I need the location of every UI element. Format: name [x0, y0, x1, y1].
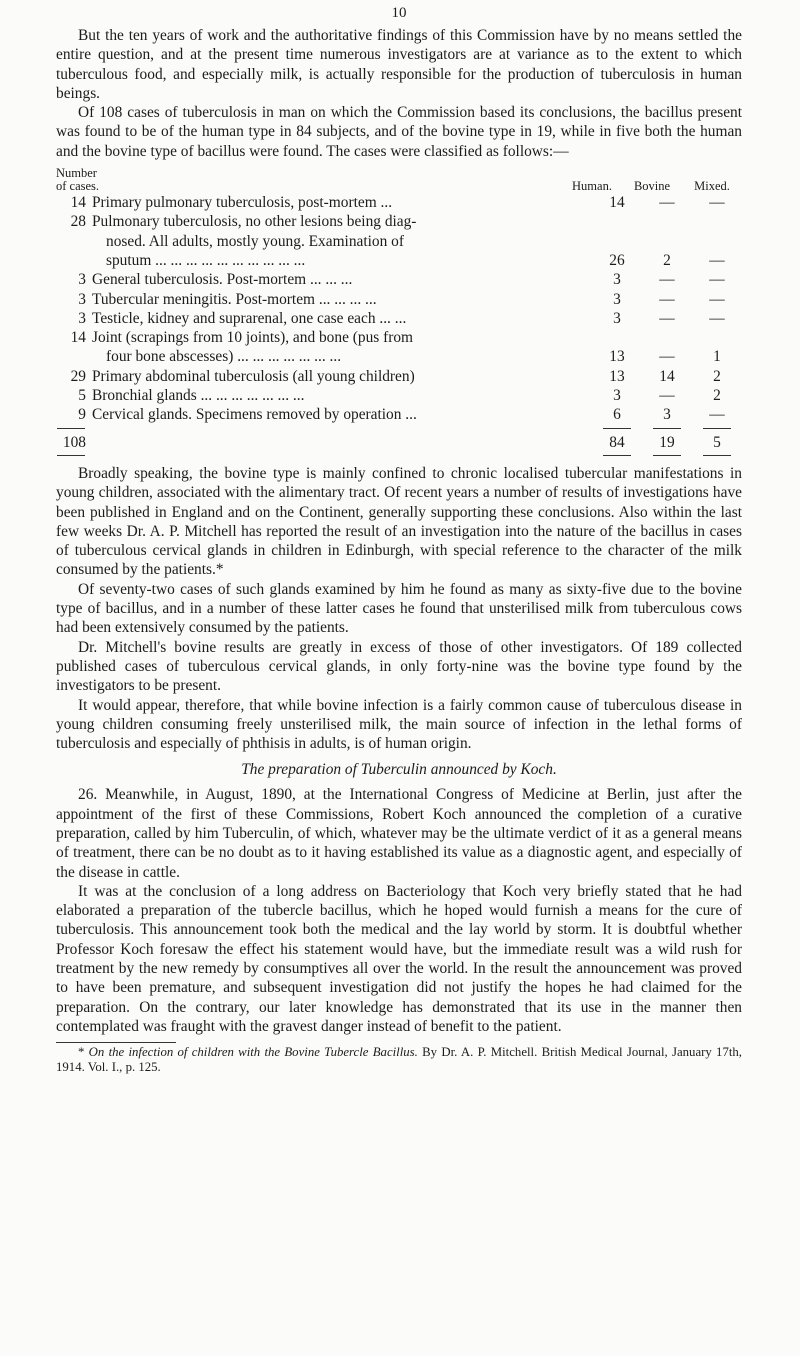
- paragraph-8: It was at the conclusion of a long address on Bacteriology that Koch very briefly stated that he had elaborated a preparation of the tubercle bacillus, which he hoped would furnish a means for the cure of tuberculosis. This announcement took both the medical and the lay world by storm. It is doubtful whether Professor Koch foresaw the effect his statement would have, but the immediate result was a wild rush for treatment by the new remedy by consumptives all over the world. In the result the announcement was proved to have been premature, and subsequent investigation did not justify the hopes he had claimed for the preparation. On the contrary, our later knowledge has demonstrated that its use in the manner then contemplated was fraught with the gravest danger instead of benefit to the patient.: [56, 882, 742, 1035]
- case-count: 14: [70, 194, 86, 212]
- paragraph-5: Dr. Mitchell's bovine results are greatly in excess of those of other investigators. Of 189 collected published cases of tuberculous cervical glands, in only forty-nine was the bovine type found by the investigators to be present.: [56, 638, 742, 695]
- bottom-rule: [56, 452, 742, 460]
- table-row: [56, 328, 742, 347]
- table-row: [56, 367, 742, 386]
- mixed-value: —: [709, 271, 725, 289]
- case-count: 3: [78, 309, 86, 327]
- bovine-header: Bovine: [633, 179, 671, 194]
- case-count: 14: [70, 329, 86, 347]
- table-row: [56, 290, 742, 309]
- footnote-citation: By Dr. A. P. Mitchell. British Medical Journal, January 17th, 1914. Vol. I., p. 125.: [56, 1045, 743, 1075]
- case-description: sputum ... ... ... ... ... ... ... ... ... ...: [106, 251, 306, 269]
- human-value: 3: [613, 271, 621, 289]
- bovine-value: —: [659, 348, 675, 366]
- human-value: 6: [613, 406, 621, 424]
- paragraph-2: Of 108 cases of tuberculosis in man on which the Commission based its conclusions, the bacillus present was found to be of the human type in 84 subjects, and of the bovine type in 19, while in five both the human and the bovine type of bacillus were found. The cases were classified as follows:—: [56, 104, 742, 160]
- cases-header: of cases.: [56, 179, 100, 194]
- number-header: Number: [56, 166, 97, 181]
- table-row: [56, 251, 742, 270]
- case-description: four bone abscesses) ... ... ... ... ... ... ...: [106, 348, 342, 366]
- footnote-rule: [56, 1042, 176, 1043]
- table-row: [56, 386, 742, 405]
- case-count: 3: [78, 271, 86, 289]
- mixed-value: —: [709, 290, 725, 308]
- footnote-title: On the infection of children with the Bovine Tubercle Bacillus.: [88, 1045, 418, 1060]
- table-row: [56, 270, 742, 289]
- cases-table: [56, 167, 742, 460]
- case-description: General tuberculosis. Post-mortem ... ... ...: [92, 271, 353, 289]
- case-description: Testicle, kidney and suprarenal, one case each ... ...: [92, 309, 407, 327]
- mixed-value: —: [709, 194, 725, 212]
- case-description: nosed. All adults, mostly young. Examination of: [106, 232, 404, 250]
- case-description: Tubercular meningitis. Post-mortem ... ... ... ...: [92, 290, 377, 308]
- case-description: Joint (scrapings from 10 joints), and bone (pus from: [92, 329, 414, 347]
- section-heading: The preparation of Tuberculin announced by Koch.: [241, 761, 557, 779]
- table-body: [56, 193, 742, 425]
- table-row: [56, 405, 742, 424]
- total-rule: [56, 425, 742, 433]
- paragraph-4: Of seventy-two cases of such glands examined by him he found as many as sixty-five due to the bovine type of bacillus, and in a number of these latter cases he found that unsterilised milk from tuberculous cows had been extensively consumed by the patients.: [56, 580, 742, 637]
- case-count: 5: [78, 387, 86, 405]
- table-row: [56, 212, 742, 231]
- footnote: [56, 1045, 742, 1075]
- total-bovine: 19: [659, 433, 675, 451]
- bovine-value: 3: [663, 406, 671, 424]
- case-count: 28: [70, 213, 86, 231]
- case-description: Primary pulmonary tuberculosis, post-mortem ...: [92, 194, 393, 212]
- total-num: 108: [62, 433, 86, 451]
- footnote-marker: *: [78, 1045, 89, 1060]
- case-description: Pulmonary tuberculosis, no other lesions being diag-: [92, 213, 417, 231]
- case-count: 29: [70, 367, 86, 385]
- mixed-header: Mixed.: [694, 179, 730, 194]
- paragraph-3: Broadly speaking, the bovine type is mainly confined to chronic localised tubercular manifestations in young children, associated with the alimentary tract. Of recent years a number of results of investigations have been published in England and on the Continent, generally supporting these conclusions. Also within the last few weeks Dr. A. P. Mitchell has reported the result of an investigation into the nature of the bacillus in cases of tuberculous cervical glands in children in Edinburgh, with special reference to the character of the milk consumed by the patients.*: [56, 464, 742, 579]
- case-description: Cervical glands. Specimens removed by operation ...: [92, 406, 417, 424]
- table-row: [56, 193, 742, 212]
- human-value: 3: [613, 309, 621, 327]
- page-number: 10: [391, 5, 407, 21]
- case-description: Primary abdominal tuberculosis (all young children): [92, 367, 415, 385]
- mixed-value: 2: [713, 367, 721, 385]
- mixed-value: 1: [713, 348, 721, 366]
- human-value: 14: [609, 194, 625, 212]
- human-value: 3: [613, 387, 621, 405]
- mixed-value: —: [709, 309, 725, 327]
- mixed-value: —: [709, 251, 725, 269]
- human-value: 3: [613, 290, 621, 308]
- paragraph-7: 26. Meanwhile, in August, 1890, at the International Congress of Medicine at Berlin, just after the appointment of the first of these Commissions, Robert Koch announced the completion of a curative preparation, called by him Tuberculin, of which, whatever may be the ultimate verdict of it as a general means of treatment, there can be no doubt as to it having established its value as a diagnostic agent, and especially of the disease in cattle.: [56, 786, 742, 881]
- table-row: [56, 309, 742, 328]
- bovine-value: —: [659, 271, 675, 289]
- case-count: 3: [78, 290, 86, 308]
- mixed-value: —: [709, 406, 725, 424]
- bovine-value: —: [659, 309, 675, 327]
- bovine-value: —: [659, 290, 675, 308]
- table-row: [56, 347, 742, 366]
- table-total-row: [56, 433, 742, 452]
- case-description: Bronchial glands ... ... ... ... ... ... ...: [92, 387, 305, 405]
- bovine-value: 2: [663, 251, 671, 269]
- table-row: [56, 232, 742, 251]
- bovine-value: —: [659, 387, 675, 405]
- mixed-value: 2: [713, 387, 721, 405]
- case-count: 9: [78, 406, 86, 424]
- human-value: 13: [609, 348, 625, 366]
- bovine-value: —: [659, 194, 675, 212]
- paragraph-6: It would appear, therefore, that while bovine infection is a fairly common cause of tuberculous disease in young children consuming freely unsterilised milk, the main source of infection in the lethal forms of tuberculosis and especially of phthisis in adults, is of human origin.: [56, 696, 742, 753]
- paragraph-1: But the ten years of work and the authoritative findings of this Commission have by no means settled the entire question, and at the present time numerous investigators are at variance as to the extent to which tuberculous food, and especially milk, is actually responsible for the production of tuberculosis in human beings.: [56, 27, 742, 102]
- human-header: Human.: [572, 179, 612, 194]
- table-header-row: [56, 180, 742, 193]
- total-human: 84: [609, 433, 625, 451]
- human-value: 26: [609, 251, 625, 269]
- total-mixed: 5: [713, 433, 721, 451]
- human-value: 13: [609, 367, 625, 385]
- bovine-value: 14: [659, 367, 675, 385]
